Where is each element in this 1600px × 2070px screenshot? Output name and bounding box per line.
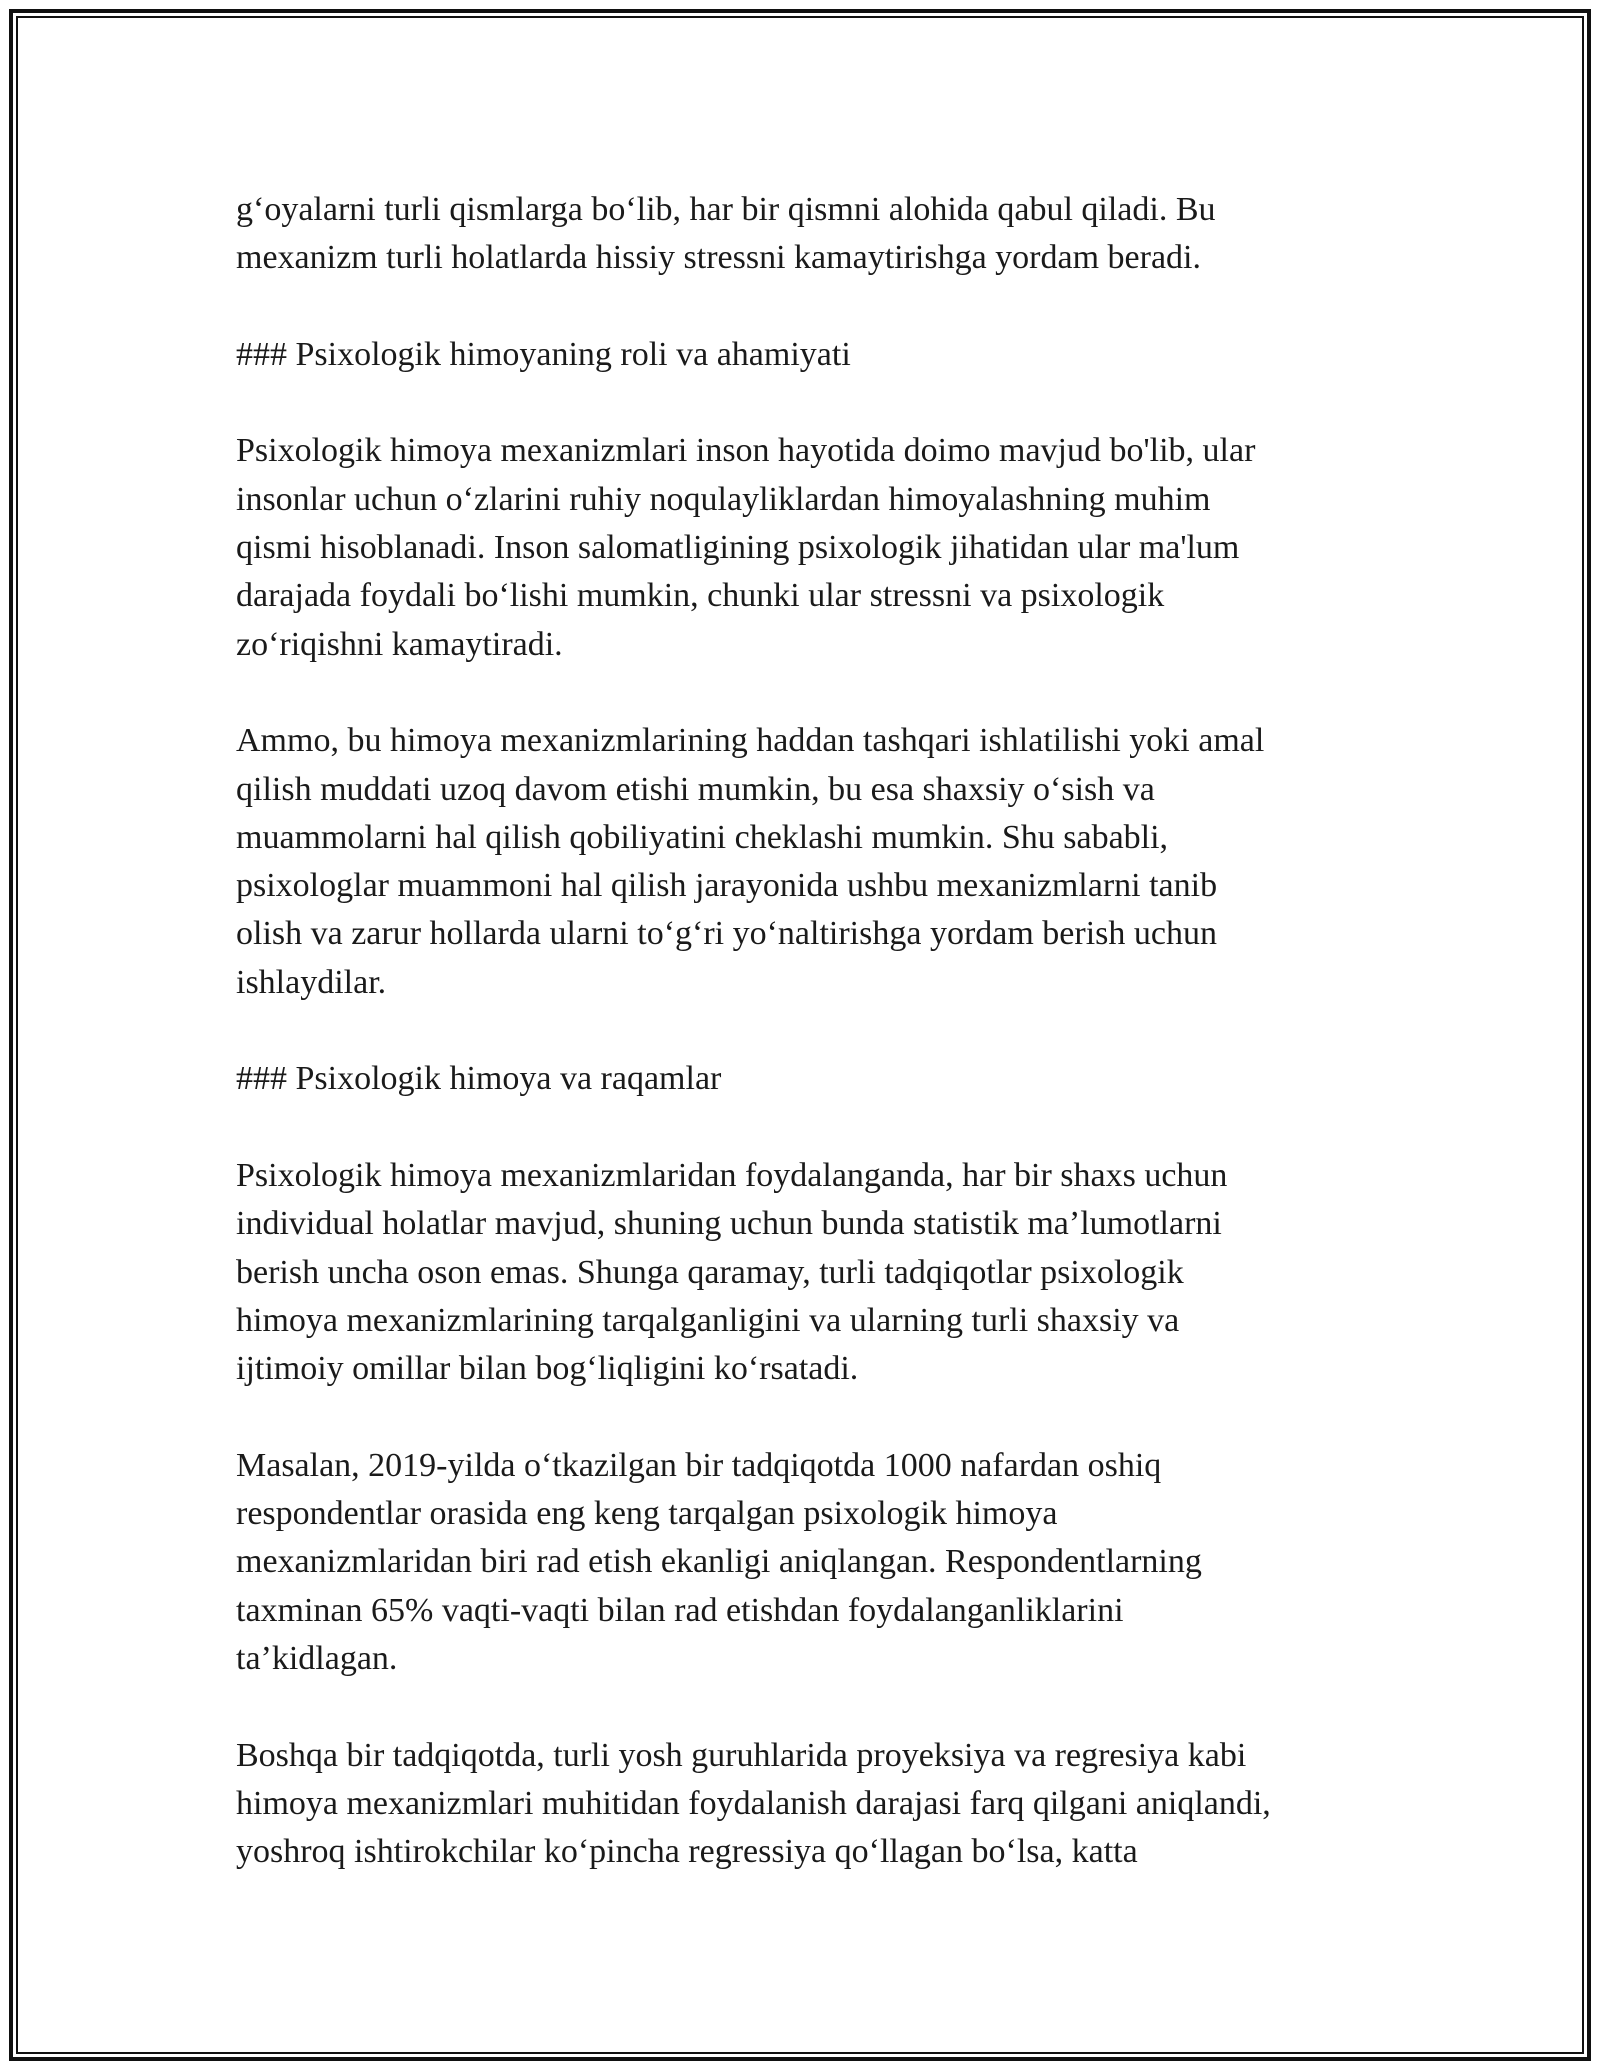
paragraph xyxy=(236,717,1364,1007)
text-line: ta’kidlagan. xyxy=(236,1639,398,1677)
text-line: himoya mexanizmlari muhitidan foydalanish darajasi farq qilgani aniqlandi, xyxy=(236,1784,1271,1822)
text-line: yoshroq ishtirokchilar koʻpincha regressiya qoʻllagan boʻlsa, katta xyxy=(236,1833,1138,1871)
text-line: qismi hisoblanadi. Inson salomatligining psixologik jihatidan ular ma'lum xyxy=(236,529,1240,567)
text-line: himoya mexanizmlarining tarqalganligini va ularning turli shaxsiy va xyxy=(236,1301,1180,1339)
text-line: Psixologik himoya mexanizmlaridan foydalanganda, har bir shaxs uchun xyxy=(236,1156,1228,1194)
section-heading xyxy=(236,1055,1364,1103)
text-line: respondentlar orasida eng keng tarqalgan psixologik himoya xyxy=(236,1495,1058,1533)
paragraph xyxy=(236,1442,1364,1683)
text-line: olish va zarur hollarda ularni toʻgʻri yoʻnaltirishga yordam berish uchun xyxy=(236,915,1217,953)
heading-text: ### Psixologik himoyaning roli va ahamiyati xyxy=(236,335,851,373)
text-line: Boshqa bir tadqiqotda, turli yosh guruhlarida proyeksiya va regresiya kabi xyxy=(236,1736,1247,1774)
text-line: Psixologik himoya mexanizmlari inson hayotida doimo mavjud bo'lib, ular xyxy=(236,432,1256,470)
text-line: insonlar uchun oʻzlarini ruhiy noqulayliklardan himoyalashning muhim xyxy=(236,480,1211,518)
paragraph xyxy=(236,1152,1364,1393)
text-line: qilish muddati uzoq davom etishi mumkin, bu esa shaxsiy oʻsish va xyxy=(236,770,1155,808)
section-heading xyxy=(236,331,1364,379)
text-line: zoʻriqishni kamaytiradi. xyxy=(236,625,563,663)
text-line: Ammo, bu himoya mexanizmlarining haddan tashqari ishlatilishi yoki amal xyxy=(236,722,1265,760)
text-line: darajada foydali boʻlishi mumkin, chunki ular stressni va psixologik xyxy=(236,577,1165,615)
paragraph xyxy=(236,427,1364,668)
paragraph xyxy=(236,186,1364,283)
text-line: mexanizm turli holatlarda hissiy stressni kamaytirishga yordam beradi. xyxy=(236,239,1201,277)
text-line: individual holatlar mavjud, shuning uchun bunda statistik ma’lumotlarni xyxy=(236,1205,1222,1243)
text-line: Masalan, 2019-yilda oʻtkazilgan bir tadqiqotda 1000 nafardan oshiq xyxy=(236,1446,1162,1484)
heading-text: ### Psixologik himoya va raqamlar xyxy=(236,1060,722,1098)
paragraph xyxy=(236,1732,1364,1877)
text-line: taxminan 65% vaqti-vaqti bilan rad etishdan foydalanganliklarini xyxy=(236,1591,1124,1629)
text-line: mexanizmlaridan biri rad etish ekanligi aniqlangan. Respondentlarning xyxy=(236,1543,1202,1581)
text-line: ishlaydilar. xyxy=(236,963,387,1001)
document-body xyxy=(236,186,1364,1925)
text-line: berish uncha oson emas. Shunga qaramay, turli tadqiqotlar psixologik xyxy=(236,1253,1184,1291)
text-line: gʻoyalarni turli qismlarga boʻlib, har bir qismni alohida qabul qiladi. Bu xyxy=(236,191,1216,228)
text-line: ijtimoiy omillar bilan bogʻliqligini koʻrsatadi. xyxy=(236,1350,859,1388)
text-line: muammolarni hal qilish qobiliyatini cheklashi mumkin. Shu sababli, xyxy=(236,818,1169,856)
text-line: psixologlar muammoni hal qilish jarayonida ushbu mexanizmlarni tanib xyxy=(236,867,1218,905)
